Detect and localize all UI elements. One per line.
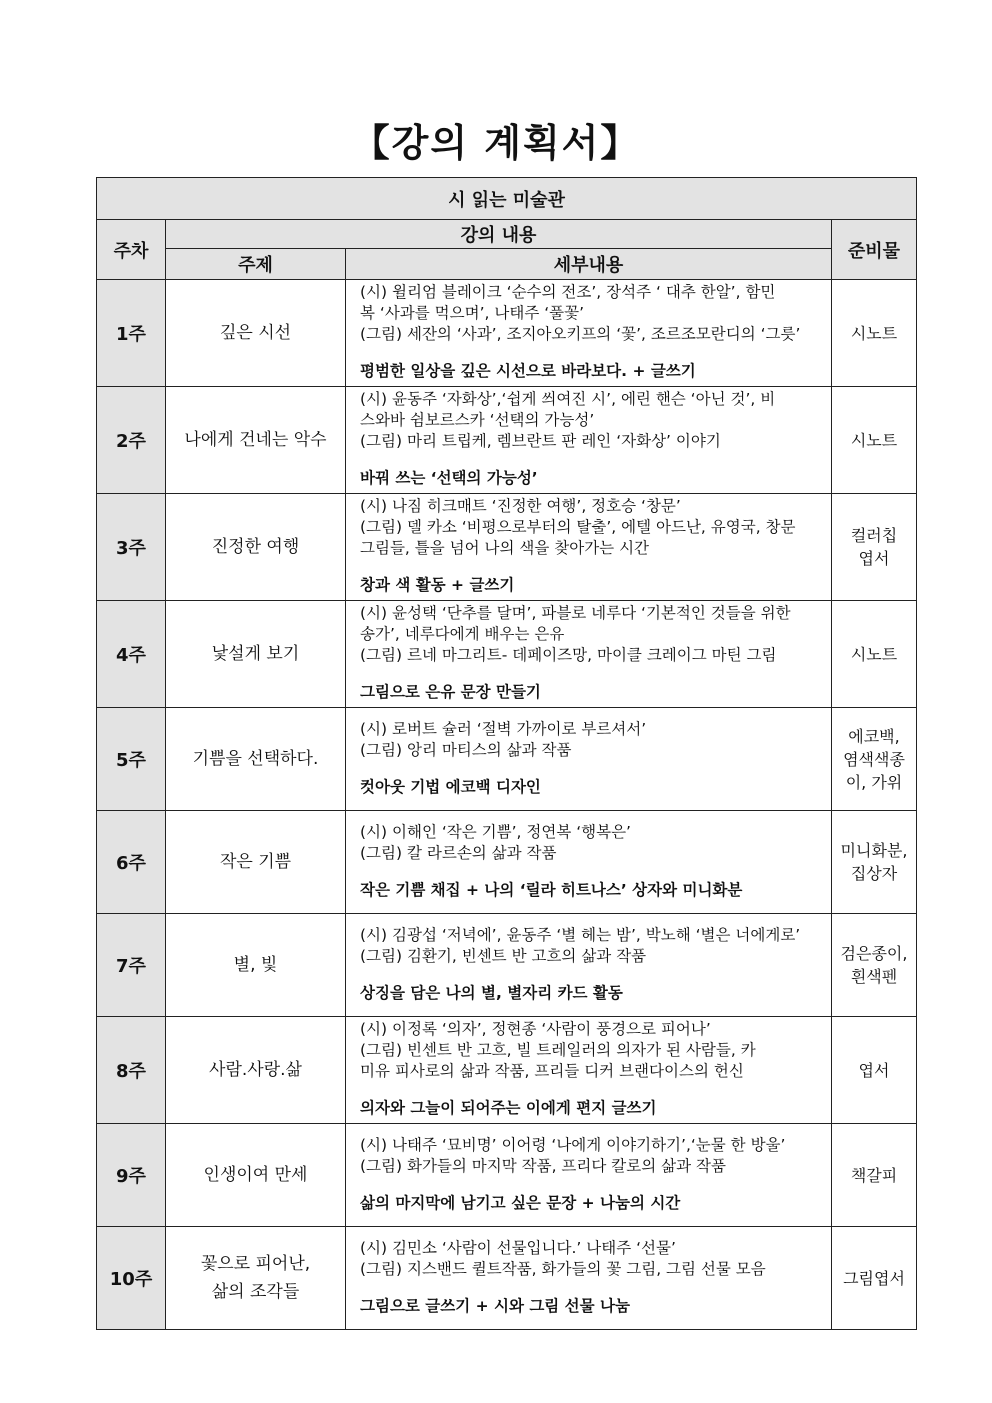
prep-line: 검은종이, [840, 944, 908, 963]
activity-line: 작은 기쁨 채집 + 나의 ‘릴라 히트나스’ 상자와 미니화분 [360, 880, 743, 899]
activity-line: 컷아웃 기법 에코백 디자인 [360, 777, 541, 796]
topic-line: 작은 기쁨 [219, 852, 292, 872]
detail-cell [346, 1017, 832, 1124]
detail-line: 복 ‘사과를 먹으며’, 나태주 ‘풀꽃’ [360, 304, 585, 322]
detail-cell [346, 494, 832, 601]
detail-cell [346, 601, 832, 708]
prep-line: 시노트 [850, 644, 898, 664]
topic-line: 낯설게 보기 [211, 644, 300, 664]
prep-cell [832, 494, 917, 601]
prep-cell [832, 1124, 917, 1227]
week-cell: 2주 [97, 387, 166, 494]
prep-cell [832, 1227, 917, 1330]
detail-line: (시) 나태주 ‘묘비명’ 이어령 ‘나에게 이야기하기’,‘눈물 한 방울’ [360, 1135, 786, 1154]
activity-line: 의자와 그늘이 되어주는 이에게 편지 글쓰기 [360, 1099, 657, 1117]
lecture-plan-table [96, 177, 917, 1330]
week-cell: 6주 [97, 811, 166, 914]
table-row [97, 280, 917, 387]
topic-cell [166, 280, 346, 387]
activity-line: 그림으로 글쓰기 + 시와 그림 선물 나눔 [360, 1296, 630, 1315]
prep-line: 염색색종 [843, 749, 905, 769]
topic-header: 주제 [166, 249, 346, 280]
week-cell: 8주 [97, 1017, 166, 1124]
detail-line: (그림) 세잔의 ‘사과’, 조지아오키프의 ‘꽃’, 조르조모란디의 ‘그릇’ [360, 325, 801, 343]
topic-cell [166, 708, 346, 811]
prep-line: 책갈피 [850, 1165, 898, 1185]
activity-line: 삶의 마지막에 남기고 싶은 문장 + 나눔의 시간 [360, 1193, 681, 1212]
detail-cell [346, 914, 832, 1017]
document-title: 【강의 계획서】 [351, 121, 641, 165]
detail-cell [346, 1227, 832, 1330]
prep-cell [832, 914, 917, 1017]
prep-line: 컬러칩 [850, 526, 898, 545]
week-header: 주차 [97, 220, 166, 280]
table-row [97, 708, 917, 811]
topic-line: 인생이여 만세 [203, 1165, 308, 1185]
detail-line: (시) 로버트 슐러 ‘절벽 가까이로 부르셔서’ [360, 719, 647, 738]
detail-cell [346, 387, 832, 494]
activity-line: 평범한 일상을 깊은 시선으로 바라보다. + 글쓰기 [360, 362, 696, 380]
table-row [97, 1227, 917, 1330]
table-row [97, 601, 917, 708]
prep-line: 엽서 [858, 1060, 890, 1080]
prep-line: 엽서 [858, 549, 890, 568]
detail-line: (그림) 칼 라르손의 삶과 작품 [360, 843, 557, 862]
detail-line: (시) 이정록 ‘의자’, 정현종 ‘사람이 풍경으로 피어나’ [360, 1020, 711, 1038]
detail-line: (그림) 르네 마그리트- 데페이즈망, 마이클 크레이그 마틴 그림 [360, 646, 777, 664]
topic-line: 깊은 시선 [219, 323, 292, 343]
detail-header: 세부내용 [346, 249, 832, 280]
week-cell: 7주 [97, 914, 166, 1017]
topic-line: 진정한 여행 [211, 537, 300, 557]
topic-line: 나에게 건네는 악수 [184, 430, 327, 450]
prep-line: 이, 가위 [845, 772, 903, 792]
prep-line: 시노트 [850, 323, 898, 343]
topic-cell [166, 1124, 346, 1227]
detail-line: (시) 이해인 ‘작은 기쁨’, 정연복 ‘행복은’ [360, 822, 631, 841]
detail-line: (그림) 지스밴드 퀼트작품, 화가들의 꽃 그림, 그림 선물 모음 [360, 1259, 766, 1278]
course-title: 시 읽는 미술관 [97, 178, 917, 220]
detail-line: 송가’, 네루다에게 배우는 은유 [360, 625, 565, 643]
detail-line: (시) 윌리엄 블레이크 ‘순수의 전조’, 장석주 ‘ 대추 한알’, 함민 [360, 283, 776, 301]
prep-line: 집상자 [850, 864, 898, 883]
topic-cell [166, 811, 346, 914]
week-cell: 5주 [97, 708, 166, 811]
activity-line: 상징을 담은 나의 별, 별자리 카드 활동 [360, 983, 623, 1002]
prep-line: 미니화분, [840, 841, 908, 860]
prep-line: 흰색펜 [850, 967, 898, 986]
detail-cell [346, 280, 832, 387]
week-cell: 3주 [97, 494, 166, 601]
table-row [97, 1124, 917, 1227]
topic-line: 삶의 조각들 [211, 1282, 300, 1302]
activity-line: 창과 색 활동 + 글쓰기 [360, 576, 515, 594]
prep-cell [832, 1017, 917, 1124]
detail-line: (시) 나짐 히크매트 ‘진정한 여행’, 정호승 ‘창문’ [360, 497, 681, 515]
week-cell: 10주 [97, 1227, 166, 1330]
detail-cell [346, 708, 832, 811]
topic-cell [166, 1227, 346, 1330]
table-row [97, 811, 917, 914]
detail-line: (그림) 마리 트립케, 렘브란트 판 레인 ‘자화상’ 이야기 [360, 432, 721, 450]
detail-line: (시) 김민소 ‘사람이 선물입니다.’ 나태주 ‘선물’ [360, 1238, 676, 1257]
prep-cell [832, 708, 917, 811]
prep-line: 에코백, [848, 726, 900, 746]
detail-line: (그림) 빈센트 반 고흐, 빌 트레일러의 의자가 된 사람들, 카 [360, 1041, 756, 1059]
detail-line: (시) 윤동주 ‘자화상’,‘쉽게 씌여진 시’, 에린 핸슨 ‘아닌 것’, 비 [360, 390, 776, 408]
table-row [97, 1017, 917, 1124]
week-cell: 1주 [97, 280, 166, 387]
topic-line: 꽃으로 피어난, [200, 1254, 311, 1274]
activity-line: 그림으로 은유 문장 만들기 [360, 683, 541, 701]
topic-line: 사람.사랑.삶 [209, 1060, 302, 1080]
detail-line: (그림) 김환기, 빈센트 반 고흐의 삶과 작품 [360, 946, 647, 965]
prep-line: 그림엽서 [843, 1268, 905, 1288]
topic-cell [166, 387, 346, 494]
detail-line: (그림) 앙리 마티스의 삶과 작품 [360, 740, 572, 759]
topic-cell [166, 494, 346, 601]
table-row [97, 387, 917, 494]
detail-line: 그림들, 틀을 넘어 나의 색을 찾아가는 시간 [360, 539, 650, 557]
detail-cell [346, 1124, 832, 1227]
table-row [97, 914, 917, 1017]
detail-line: (그림) 델 카소 ‘비평으로부터의 탈출’, 에텔 아드난, 유영국, 창문 [360, 518, 796, 536]
detail-line: (시) 김광섭 ‘저녁에’, 윤동주 ‘별 헤는 밤’, 박노해 ‘별은 너에게로’ [360, 925, 801, 944]
detail-line: (시) 윤성택 ‘단추를 달며’, 파블로 네루다 ‘기본적인 것들을 위한 [360, 604, 791, 622]
prep-cell [832, 601, 917, 708]
detail-cell [346, 811, 832, 914]
prep-cell [832, 280, 917, 387]
detail-line: 스와바 쉼보르스카 ‘선택의 가능성’ [360, 411, 595, 429]
topic-cell [166, 601, 346, 708]
prep-header: 준비물 [832, 220, 917, 280]
content-header: 강의 내용 [166, 220, 832, 249]
week-cell: 9주 [97, 1124, 166, 1227]
activity-line: 바꿔 쓰는 ‘선택의 가능성’ [360, 469, 538, 487]
topic-cell [166, 914, 346, 1017]
prep-cell [832, 811, 917, 914]
topic-line: 별, 빛 [233, 955, 278, 975]
detail-line: (그림) 화가들의 마지막 작품, 프리다 칼로의 삶과 작품 [360, 1156, 726, 1175]
topic-cell [166, 1017, 346, 1124]
table-row [97, 494, 917, 601]
detail-line: 미유 피사로의 삶과 작품, 프리들 디커 브랜다이스의 헌신 [360, 1062, 744, 1080]
prep-line: 시노트 [850, 430, 898, 450]
topic-line: 기쁨을 선택하다. [192, 749, 319, 769]
week-cell: 4주 [97, 601, 166, 708]
prep-cell [832, 387, 917, 494]
